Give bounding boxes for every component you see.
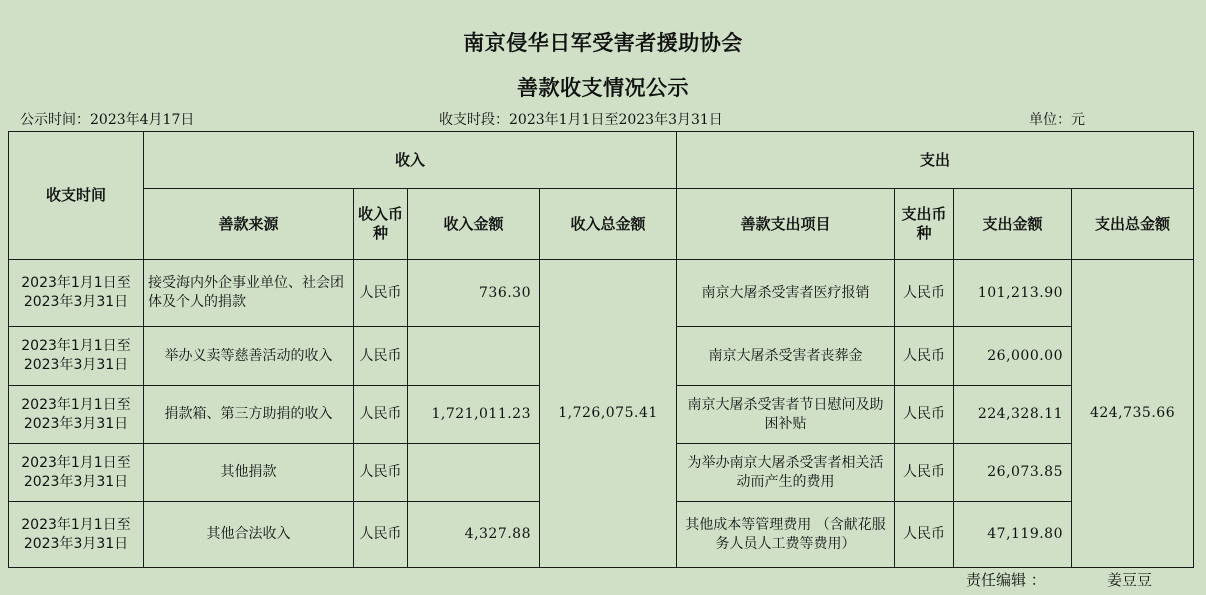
- row-income-amount: 1,721,011.23: [408, 386, 540, 444]
- row-income-source: 其他捐款: [144, 444, 354, 502]
- report-title: 善款收支情况公示: [517, 76, 689, 100]
- row-expense-item: 南京大屠杀受害者节日慰问及助困补贴: [677, 386, 895, 444]
- finance-table: [8, 131, 1194, 568]
- expense-total-value: 424,735.66: [1072, 260, 1194, 568]
- table-row: [9, 260, 1194, 327]
- row-expense-item: 其他成本等管理费用 （含献花服务人员人工费等费用）: [677, 502, 895, 568]
- row-income-currency: 人民币: [354, 260, 408, 327]
- row-expense-amount: 26,073.85: [954, 444, 1072, 502]
- row-income-source: 其他合法收入: [144, 502, 354, 568]
- row-income-amount: [408, 327, 540, 386]
- period-range: 收支时段：2023年1月1日至2023年3月31日: [439, 112, 723, 128]
- editor-name: 姜豆豆: [1107, 571, 1153, 589]
- header-income-source: 善款来源: [144, 189, 354, 260]
- row-income-currency: 人民币: [354, 327, 408, 386]
- row-expense-amount: 47,119.80: [954, 502, 1072, 568]
- header-income-total: 收入总金额: [540, 189, 677, 260]
- row-time: 2023年1月1日至2023年3月31日: [9, 386, 144, 444]
- unit-label: 单位：元: [1029, 112, 1085, 128]
- row-expense-item: 为举办南京大屠杀受害者相关活动而产生的费用: [677, 444, 895, 502]
- row-income-currency: 人民币: [354, 386, 408, 444]
- header-expense-item: 善款支出项目: [677, 189, 895, 260]
- row-expense-item: 南京大屠杀受害者医疗报销: [677, 260, 895, 327]
- header-expense-amount: 支出金额: [954, 189, 1072, 260]
- row-expense-item: 南京大屠杀受害者丧葬金: [677, 327, 895, 386]
- header-time: 收支时间: [9, 132, 144, 260]
- header-income-currency: 收入币种: [354, 189, 408, 260]
- row-expense-amount: 101,213.90: [954, 260, 1072, 327]
- row-income-currency: 人民币: [354, 502, 408, 568]
- editor-label: 责任编辑 ：: [966, 571, 1046, 589]
- row-expense-currency: 人民币: [895, 327, 954, 386]
- row-expense-amount: 224,328.11: [954, 386, 1072, 444]
- row-expense-currency: 人民币: [895, 260, 954, 327]
- row-income-amount: 736.30: [408, 260, 540, 327]
- row-time: 2023年1月1日至2023年3月31日: [9, 260, 144, 327]
- header-expense: 支出: [677, 132, 1194, 189]
- income-total-value: 1,726,075.41: [540, 260, 677, 568]
- header-income-amount: 收入金额: [408, 189, 540, 260]
- row-time: 2023年1月1日至2023年3月31日: [9, 444, 144, 502]
- row-income-currency: 人民币: [354, 444, 408, 502]
- row-expense-currency: 人民币: [895, 444, 954, 502]
- row-time: 2023年1月1日至2023年3月31日: [9, 327, 144, 386]
- header-expense-total: 支出总金额: [1072, 189, 1194, 260]
- row-expense-currency: 人民币: [895, 386, 954, 444]
- row-income-amount: 4,327.88: [408, 502, 540, 568]
- row-income-source: 举办义卖等慈善活动的收入: [144, 327, 354, 386]
- row-income-amount: [408, 444, 540, 502]
- row-expense-amount: 26,000.00: [954, 327, 1072, 386]
- publish-date: 公示时间：2023年4月17日: [20, 112, 195, 128]
- header-income: 收入: [144, 132, 677, 189]
- header-expense-currency: 支出币种: [895, 189, 954, 260]
- row-income-source: 捐款箱、第三方助捐的收入: [144, 386, 354, 444]
- org-title: 南京侵华日军受害者援助协会: [463, 31, 743, 55]
- row-time: 2023年1月1日至2023年3月31日: [9, 502, 144, 568]
- row-income-source: 接受海内外企事业单位、社会团体及个人的捐款: [144, 260, 354, 327]
- row-expense-currency: 人民币: [895, 502, 954, 568]
